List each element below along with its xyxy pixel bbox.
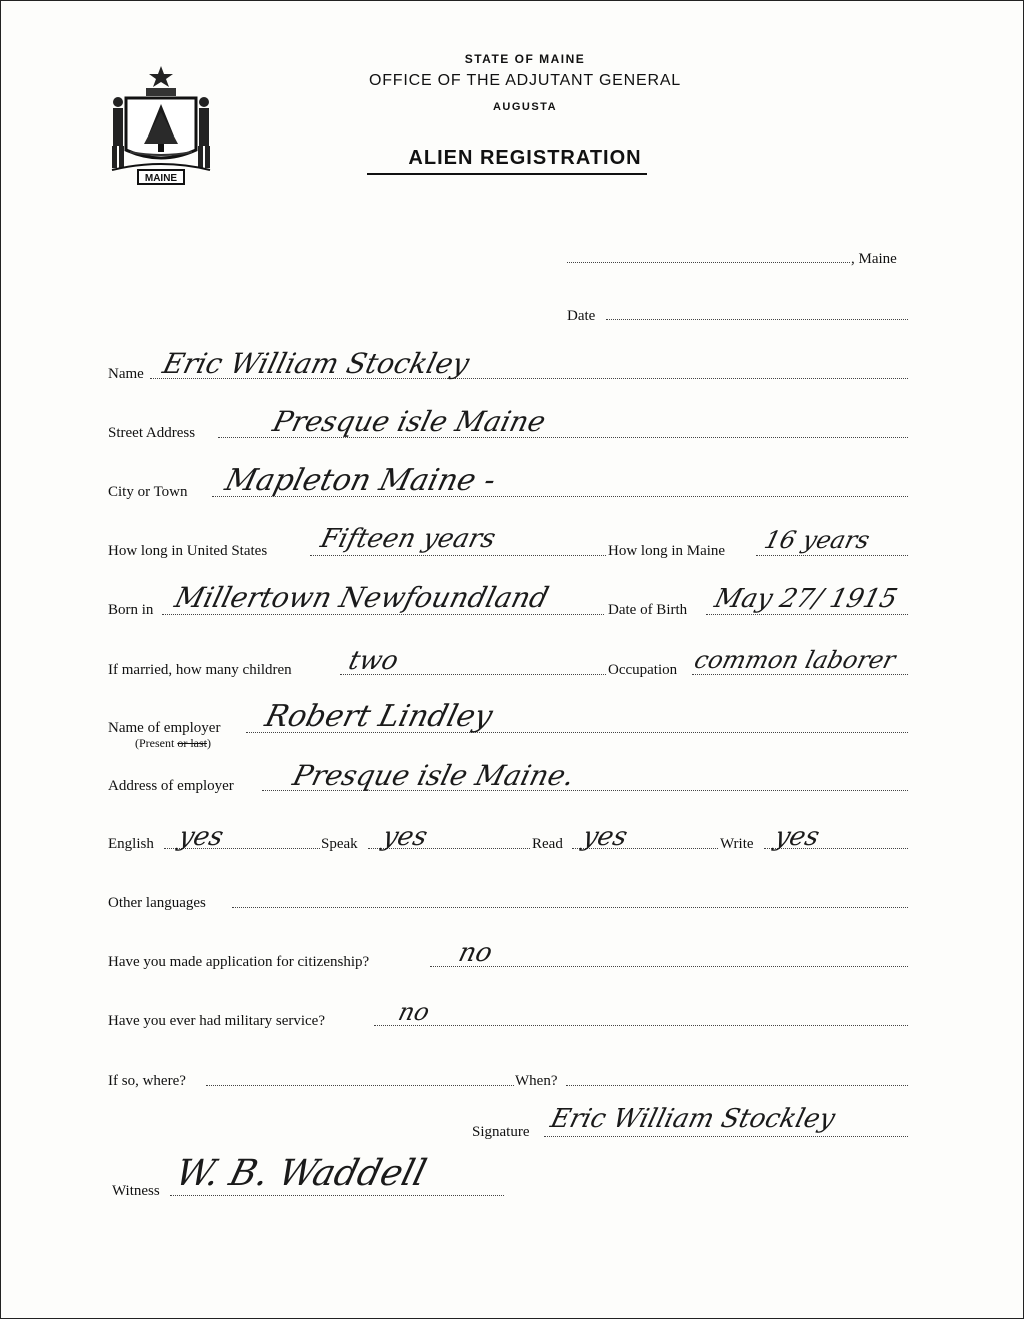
title-underline	[367, 173, 647, 175]
name-value: Eric William Stockley	[159, 347, 473, 380]
place-suffix: , Maine	[851, 251, 897, 267]
employer-note-present: (Present	[135, 736, 175, 750]
employer-note-close: )	[207, 736, 211, 750]
citizenship-label: Have you made application for citizenship?	[108, 954, 370, 970]
street-label: Street Address	[108, 425, 196, 441]
speak-value: yes	[379, 822, 431, 852]
city-label: City or Town	[108, 484, 188, 500]
other-languages-label: Other languages	[108, 895, 206, 911]
dob-label: Date of Birth	[608, 602, 688, 618]
how-long-maine-label: How long in Maine	[608, 543, 726, 559]
write-label: Write	[720, 836, 754, 852]
dob-value: May 27/ 1915	[711, 584, 901, 614]
place-line[interactable]	[567, 262, 850, 263]
born-label: Born in	[108, 602, 154, 618]
employer-label: Name of employer	[108, 720, 221, 736]
speak-label: Speak	[321, 836, 358, 852]
employer-note-struck: or last	[177, 736, 207, 750]
witness-label: Witness	[112, 1183, 160, 1199]
occupation-line[interactable]	[692, 674, 908, 675]
witness-value: W. B. Waddell	[171, 1153, 431, 1194]
english-label: English	[108, 836, 154, 852]
employer-address-value: Presque isle Maine.	[289, 759, 578, 792]
city-heading: AUGUSTA	[492, 101, 558, 113]
signature-value: Eric William Stockley	[547, 1104, 839, 1134]
office-heading: OFFICE OF THE ADJUTANT GENERAL	[368, 72, 682, 89]
city-value: Mapleton Maine -	[221, 463, 500, 498]
occupation-label: Occupation	[608, 662, 678, 678]
when-line[interactable]	[566, 1085, 908, 1086]
occupation-value: common laborer	[691, 646, 899, 674]
military-value: no	[395, 998, 433, 1026]
how-long-us-line[interactable]	[310, 555, 606, 556]
date-line[interactable]	[606, 319, 908, 320]
form-title: ALIEN REGISTRATION	[408, 147, 642, 169]
date-label: Date	[567, 308, 596, 324]
how-long-maine-line[interactable]	[756, 555, 908, 556]
seal-label: MAINE	[144, 173, 178, 184]
witness-line[interactable]	[170, 1195, 504, 1196]
employer-address-label: Address of employer	[108, 778, 234, 794]
where-label: If so, where?	[108, 1073, 186, 1089]
born-line[interactable]	[162, 614, 604, 615]
how-long-maine-value: 16 years	[761, 526, 873, 554]
children-label: If married, how many children	[108, 662, 292, 678]
where-line[interactable]	[206, 1085, 514, 1086]
street-value: Presque isle Maine	[269, 405, 549, 438]
employer-value: Robert Lindley	[261, 699, 497, 734]
children-value: two	[345, 646, 402, 676]
born-value: Millertown Newfoundland	[171, 581, 553, 614]
dob-line[interactable]	[706, 614, 908, 615]
write-value: yes	[771, 822, 823, 852]
how-long-us-value: Fifteen years	[317, 524, 499, 554]
english-value: yes	[175, 822, 227, 852]
signature-line[interactable]	[544, 1136, 908, 1137]
read-value: yes	[579, 822, 631, 852]
citizenship-value: no	[455, 938, 496, 968]
how-long-us-label: How long in United States	[108, 543, 268, 559]
state-heading: STATE OF MAINE	[464, 52, 586, 66]
name-label: Name	[108, 366, 144, 382]
other-languages-line[interactable]	[232, 907, 908, 908]
military-line[interactable]	[374, 1025, 908, 1026]
military-label: Have you ever had military service?	[108, 1013, 325, 1029]
when-label: When?	[515, 1073, 558, 1089]
employer-note	[135, 736, 211, 751]
read-label: Read	[532, 836, 563, 852]
citizenship-line[interactable]	[430, 966, 908, 967]
signature-label: Signature	[472, 1124, 530, 1140]
